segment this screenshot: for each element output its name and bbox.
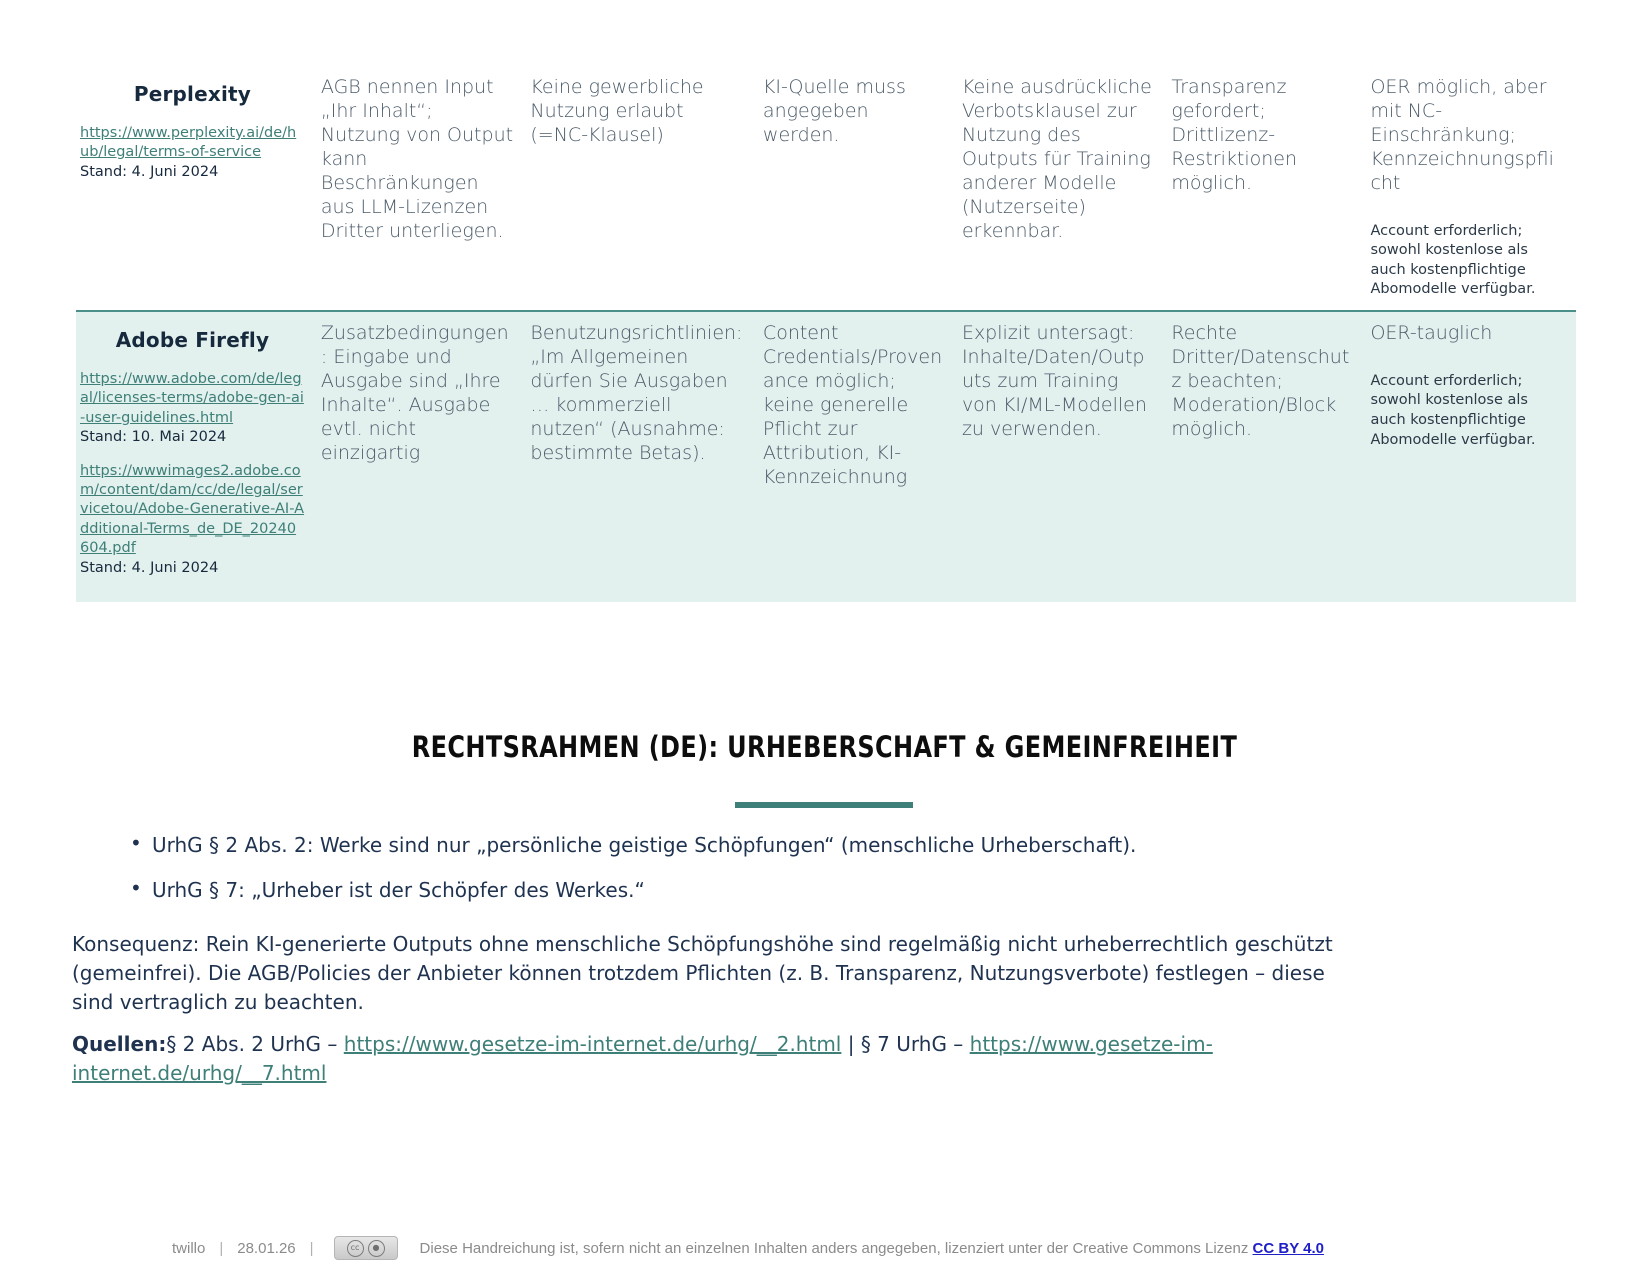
cell-third-party-rights (1167, 66, 1366, 311)
footer-separator-2: | (309, 1239, 314, 1257)
table-row (76, 311, 1576, 602)
cc-logo-icon: cc (347, 1240, 364, 1257)
cell-text: Explizit untersagt: Inhalte/Daten/Outputs zum Training von KI/ML-Modellen zu verwenden. (961, 321, 1147, 440)
page-title: RECHTSRAHMEN (DE): URHEBERSCHAFT & GEMEINFREIHEIT (411, 730, 1238, 765)
cell-third-party-rights (1167, 311, 1366, 602)
provider-terms-link[interactable]: https://www.adobe.com/de/legal/licenses-terms/adobe-gen-ai-user-guidelines.html (80, 370, 304, 426)
cell-input-output-terms (317, 311, 526, 602)
account-note: Account erforderlich; sowohl kostenlose als auch kostenpflichtige Abomodelle verfügbar. (1370, 222, 1536, 298)
cell-attribution (759, 66, 958, 311)
quellen-link-urhg-7[interactable]: https://www.gesetze-im-internet.de/urhg/__7.html (72, 1032, 1213, 1085)
footer-license-sentence: Diese Handreichung ist, sofern nicht an einzelnen Inhalten anders angegeben, lizenziert unter der Creative Commons Lizenz (419, 1239, 1253, 1257)
law-bullet-list (72, 832, 1502, 922)
cell-text: Content Credentials/Provenance möglich; keine generelle Pflicht zur Attribution, KI-Kennzeichnung (762, 321, 943, 488)
cell-text: KI-Quelle muss angegeben werden. (762, 76, 906, 146)
cell-text: Zusatzbedingungen: Eingabe und Ausgabe sind „Ihre Inhalte“. Ausgabe evtl. nicht einzigartig (320, 321, 509, 464)
table-row (76, 66, 1576, 311)
provider-cell-perplexity (76, 66, 317, 311)
footer-separator-1: | (219, 1239, 224, 1257)
cell-commercial-use (526, 66, 759, 311)
cell-input-output-terms (317, 66, 526, 311)
footer-brand: twillo (172, 1239, 206, 1257)
list-item: • UrhG § 2 Abs. 2: Werke sind nur „persönliche geistige Schöpfungen“ (menschliche Urheberschaft). (102, 832, 1502, 858)
provider-comparison-table (76, 66, 1576, 602)
provider-name: Adobe Firefly (115, 327, 270, 352)
provider-cell-adobe-firefly (76, 311, 317, 602)
oer-text: OER möglich, aber mit NC-Einschränkung; Kennzeichnungspflicht (1370, 76, 1554, 194)
provider-stand-date-secondary: Stand: 4. Juni 2024 (80, 559, 219, 576)
cell-commercial-use (526, 311, 759, 602)
heading-divider (735, 802, 913, 808)
footer-date: 28.01.26 (237, 1239, 296, 1257)
creative-commons-badge-icon[interactable] (334, 1236, 398, 1260)
cell-training-use (958, 66, 1167, 311)
provider-terms-link-secondary[interactable]: https://wwwimages2.adobe.com/content/dam/cc/de/legal/servicetou/Adobe-Generative-AI-Additional-Terms_de_DE_20240604.pdf (80, 462, 305, 557)
cell-text: Keine gewerbliche Nutzung erlaubt (=NC-Klausel) (530, 76, 704, 146)
cell-text: Keine ausdrückliche Verbotsklausel zur Nutzung des Outputs für Training anderer Modelle (Nutzerseite) erkennbar. (961, 76, 1152, 242)
page-footer (0, 1232, 1649, 1264)
cell-text: Benutzungsrichtlinien: „Im Allgemeinen dürfen Sie Ausgaben … kommerziell nutzen“ (Ausnahme: bestimmte Betas). (530, 321, 743, 464)
list-item: • UrhG § 7: „Urheber ist der Schöpfer des Werkes.“ (102, 877, 1502, 903)
cc-by-person-icon: ● (368, 1240, 385, 1257)
account-note: Account erforderlich; sowohl kostenlose als auch kostenpflichtige Abomodelle verfügbar. (1370, 372, 1536, 448)
footer-license-link[interactable]: CC BY 4.0 (1252, 1239, 1324, 1257)
provider-terms-link[interactable]: https://www.perplexity.ai/de/hub/legal/terms-of-service (80, 125, 297, 161)
cell-text: Transparenz gefordert; Drittlizenz-Restriktionen möglich. (1171, 76, 1298, 194)
cell-training-use (958, 311, 1167, 602)
provider-name: Perplexity (133, 82, 252, 106)
cell-text: Rechte Dritter/Datenschutz beachten; Moderation/Block möglich. (1171, 321, 1350, 440)
quellen-part1: § 2 Abs. 2 UrhG – (166, 1032, 344, 1056)
footer-license-text (420, 1240, 1324, 1257)
quellen-paragraph (72, 1030, 1362, 1088)
cell-text: AGB nennen Input „Ihr Inhalt“; Nutzung von Output kann Beschränkungen aus LLM-Lizenzen Dritter unterliegen. (320, 76, 514, 242)
quellen-label: Quellen: (72, 1032, 167, 1056)
cell-oer-suitability (1366, 66, 1576, 311)
cell-attribution (759, 311, 958, 602)
provider-stand-date: Stand: 4. Juni 2024 (80, 163, 219, 180)
cell-oer-suitability (1366, 311, 1576, 602)
konsequenz-paragraph: Konsequenz: Rein KI-generierte Outputs ohne menschliche Schöpfungshöhe sind regelmäßig nicht urheberrechtlich geschützt (gemeinfrei). Die AGB/Policies der Anbieter können trotzdem Pflichten (z. B. Transparenz, Nutzungsverbote) festlegen – diese sind vertraglich zu beachten. (72, 932, 1333, 1014)
oer-text: OER-tauglich (1370, 321, 1493, 344)
quellen-link-urhg-2[interactable]: https://www.gesetze-im-internet.de/urhg/__2.html (343, 1032, 842, 1056)
quellen-separator: | § 7 UrhG – (841, 1032, 970, 1056)
provider-stand-date: Stand: 10. Mai 2024 (80, 429, 227, 446)
